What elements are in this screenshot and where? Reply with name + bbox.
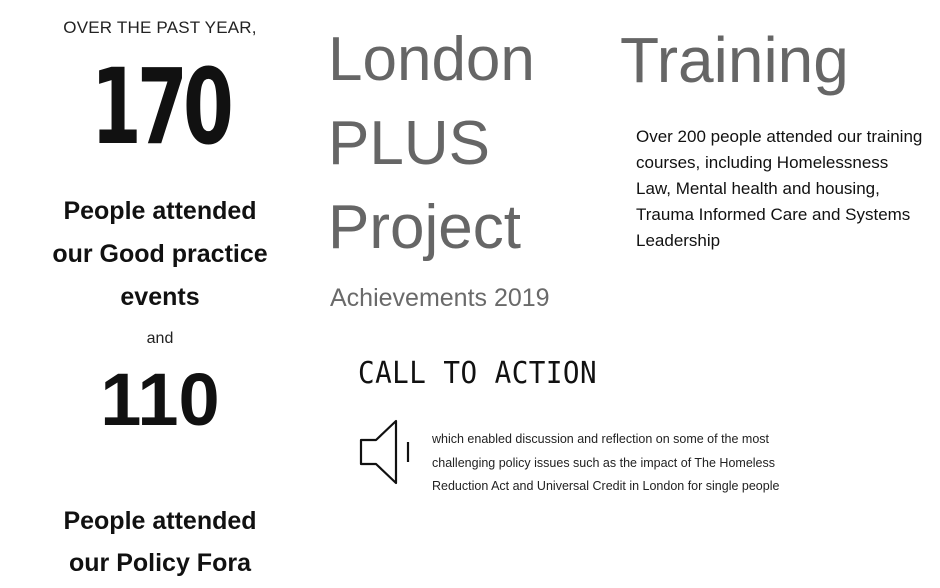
- call-to-action-heading: CALL TO ACTION: [358, 356, 598, 391]
- connector-text: and: [146, 330, 174, 347]
- page-title: London PLUS Project: [328, 25, 535, 262]
- speaker-icon: [358, 418, 414, 486]
- training-heading: Training: [620, 24, 849, 96]
- call-to-action-description: which enabled discussion and reflection on some of the most challenging policy issues such as the impact of The Homeless Reduction Act and Universal Credit in London for single people: [432, 432, 780, 493]
- stat-value-policy-fora: 110: [100, 358, 220, 441]
- stat-label-policy-fora: People attended our Policy Fora: [63, 507, 257, 577]
- training-description: Over 200 people attended our training courses, including Homelessness Law, Mental health and housing, Trauma Informed Care and Systems Leadership: [636, 127, 923, 250]
- lead-in-text: OVER THE PAST YEAR,: [63, 18, 257, 37]
- page-subtitle: Achievements 2019: [330, 284, 550, 312]
- stat-value-good-practice: 170: [90, 46, 230, 168]
- stat-label-good-practice: People attended our Good practice events: [52, 197, 268, 311]
